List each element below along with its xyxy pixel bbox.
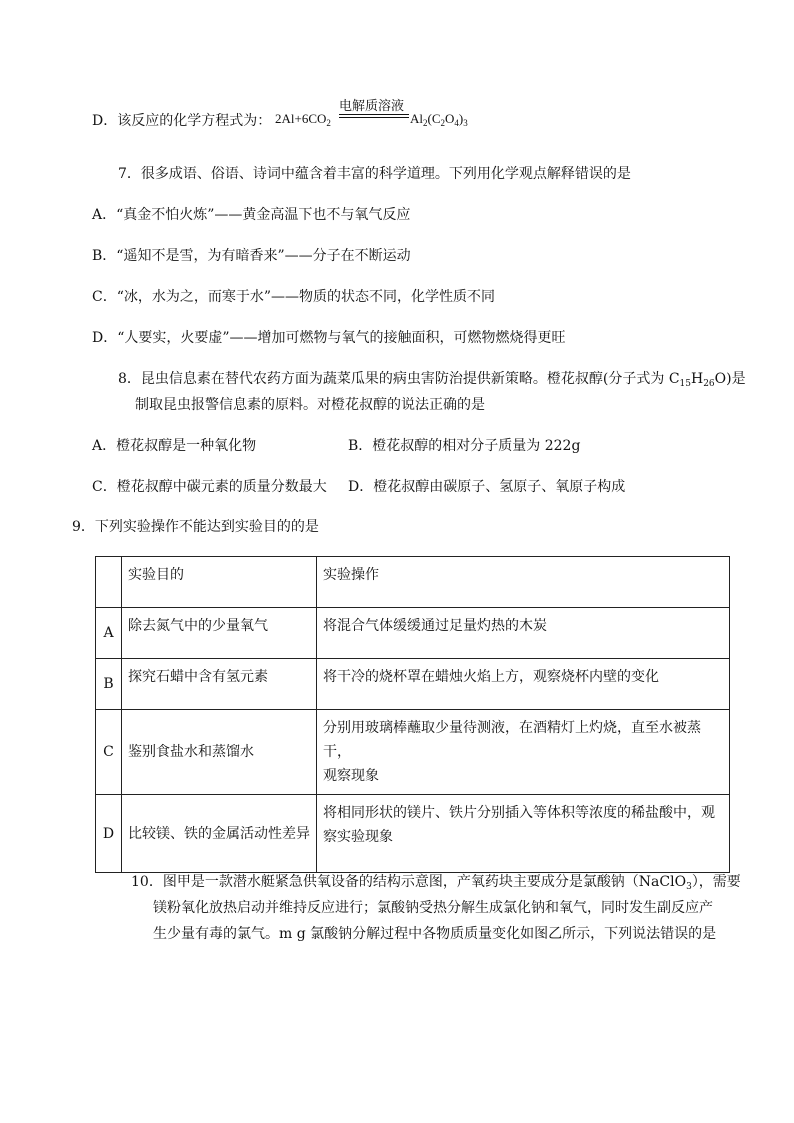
operation-line: 将相同形状的镁片、铁片分别插入等体积等浓度的稀盐酸中，观 — [323, 805, 715, 821]
q7-option-c: C．“冰，水为之，而寒于水”——物质的状态不同，化学性质不同 — [92, 289, 496, 305]
header-key-cell — [96, 557, 122, 608]
q6-equals-sign — [339, 114, 409, 118]
row-operation-cell: 将混合气体缓缓通过足量灼热的木炭 — [317, 608, 730, 659]
operation-line: 察实验现象 — [323, 829, 393, 845]
q9-experiment-table — [95, 556, 730, 873]
q8-option-c: C．橙花叔醇中碳元素的质量分数最大 — [92, 479, 327, 495]
q7-option-a: A．“真金不怕火炼”——黄金高温下也不与氧气反应 — [92, 207, 411, 223]
q7-option-b: B．“遥知不是雪，为有暗香来”——分子在不断运动 — [92, 248, 411, 264]
operation-line: 分别用玻璃棒蘸取少量待测液，在酒精灯上灼烧，直至水被蒸干， — [323, 720, 701, 760]
row-operation-cell: 将干冷的烧杯罩在蜡烛火焰上方，观察烧杯内壁的变化 — [317, 659, 730, 710]
q6-formula-left: $2Al+6CO_2$ — [275, 111, 331, 128]
row-purpose-cell: 探究石蜡中含有氢元素 — [122, 659, 317, 710]
table-row — [96, 659, 730, 710]
operation-line: 观察现象 — [323, 768, 379, 784]
header-operation-cell: 实验操作 — [317, 557, 730, 608]
table-row — [96, 795, 730, 873]
q6-option-d — [92, 110, 271, 130]
q8-stem-line1: 8．昆虫信息素在替代农药方面为蔬菜瓜果的病虫害防治提供新策略。橙花叔醇(分子式为 $C_{15}H_{26}O$)是 — [118, 371, 746, 389]
row-operation-cell — [317, 795, 730, 873]
q7-option-d: D．“人要实，火要虚”——增加可燃物与氧气的接触面积，可燃物燃烧得更旺 — [92, 330, 566, 346]
q6-reaction-condition: 电解质溶液 — [339, 99, 405, 114]
q8-stem-line2: 制取昆虫报警信息素的原料。对橙花叔醇的说法正确的是 — [135, 397, 485, 413]
header-purpose-cell: 实验目的 — [122, 557, 317, 608]
row-purpose-cell: 鉴别食盐水和蒸馏水 — [122, 710, 317, 795]
q8-option-a: A．橙花叔醇是一种氧化物 — [92, 438, 257, 454]
row-key-cell: D — [96, 795, 122, 873]
row-operation-cell — [317, 710, 730, 795]
q6-option-d-text: D．该反应的化学方程式为： — [92, 113, 272, 129]
table-row — [96, 608, 730, 659]
q9-stem: 9．下列实验操作不能达到实验目的的是 — [72, 519, 319, 535]
table-row — [96, 710, 730, 795]
q7-stem: 7．很多成语、俗语、诗词中蕴含着丰富的科学道理。下列用化学观点解释错误的是 — [118, 166, 631, 182]
q8-option-d: D．橙花叔醇由碳原子、氢原子、氧原子构成 — [348, 479, 626, 495]
q10-stem-line3: 生少量有毒的氯气。m g 氯酸钠分解过程中各物质质量变化如图乙所示，下列说法错误的是 — [153, 926, 717, 942]
row-purpose-cell: 比较镁、铁的金属活动性差异 — [122, 795, 317, 873]
q8-option-b: B．橙花叔醇的相对分子质量为 222g — [348, 438, 581, 454]
q6-formula-right: $Al_2(C_2O_4)_3$ — [410, 111, 468, 128]
row-purpose-cell: 除去氮气中的少量氧气 — [122, 608, 317, 659]
q10-stem-line1: 10．图甲是一款潜水艇紧急供氧设备的结构示意图，产氧药块主要成分是氯酸钠（NaClO$_3$），需要 — [131, 874, 741, 892]
q10-stem-line2: 镁粉氧化放热启动并维持反应进行；氯酸钠受热分解生成氯化钠和氧气，同时发生副反应产 — [153, 900, 713, 916]
row-key-cell: A — [96, 608, 122, 659]
row-key-cell: B — [96, 659, 122, 710]
row-key-cell: C — [96, 710, 122, 795]
table-header-row — [96, 557, 730, 608]
